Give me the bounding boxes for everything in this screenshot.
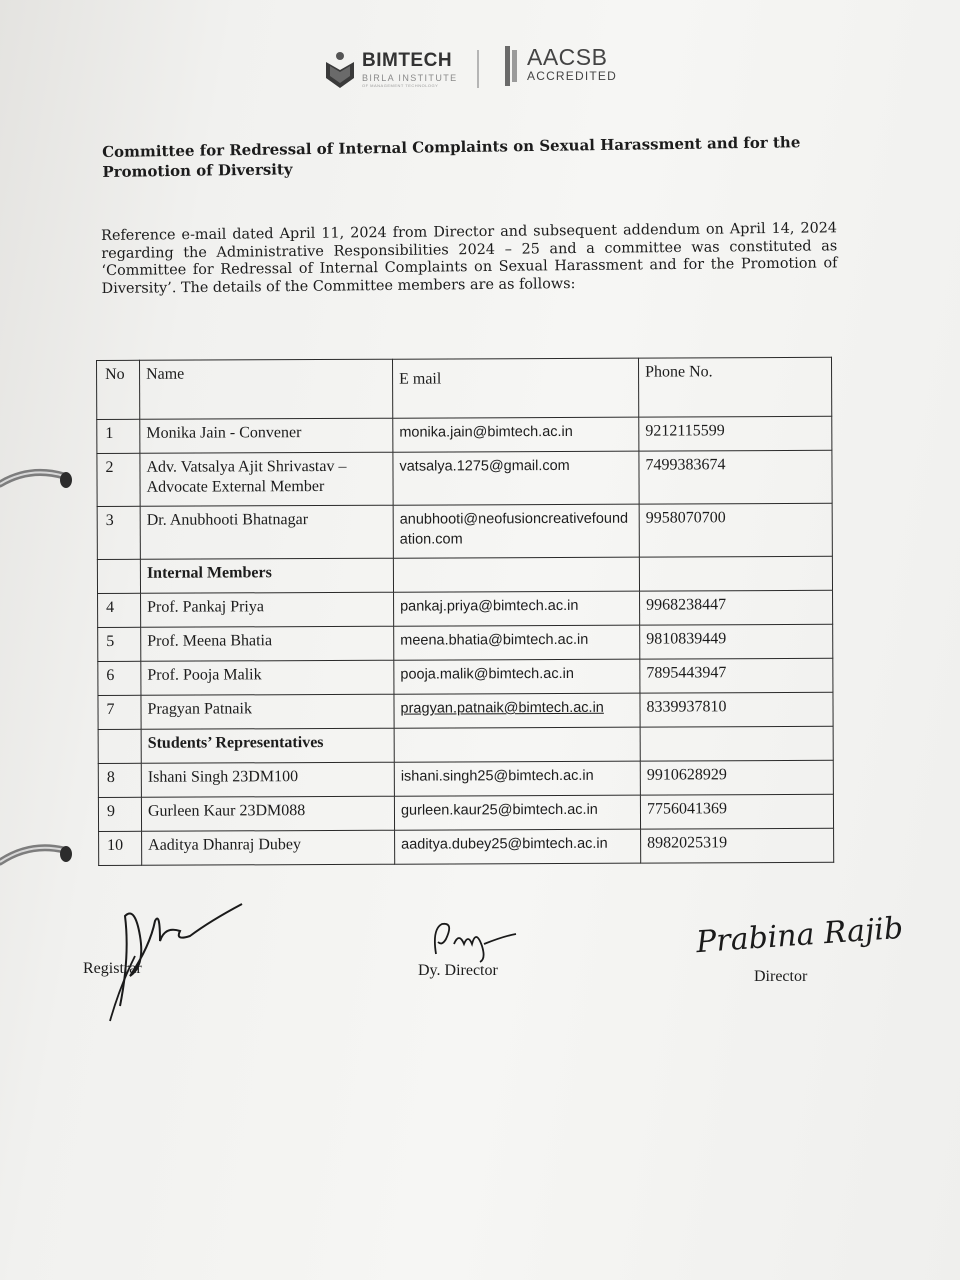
row-no: 10 — [99, 831, 142, 865]
row-name: Ishani Singh 23DM100 — [141, 762, 394, 797]
document-title: Committee for Redressal of Internal Complaints on Sexual Harassment and for the Promotion of Diversity — [102, 133, 801, 181]
row-email: pooja.malik@bimtech.ac.in — [394, 659, 640, 694]
row-no: 2 — [97, 453, 140, 506]
row-phone: 7895443947 — [640, 658, 833, 693]
row-email: meena.bhatia@bimtech.ac.in — [394, 625, 640, 660]
table-row — [98, 590, 833, 627]
row-no: 8 — [98, 763, 141, 797]
row-name: Monika Jain - Convener — [140, 418, 393, 453]
table-row — [98, 760, 833, 797]
row-name: Prof. Meena Bhatia — [141, 626, 394, 661]
row-phone: 8339937810 — [640, 692, 833, 727]
row-phone: 7756041369 — [640, 794, 833, 829]
header-name: Name — [140, 359, 393, 419]
section-row-internal — [97, 556, 832, 593]
row-phone: 7499383674 — [639, 450, 832, 504]
header-no: No — [97, 360, 140, 419]
header-email: E mail — [392, 358, 638, 418]
row-name: Gurleen Kaur 23DM088 — [141, 796, 394, 831]
intro-paragraph: Reference e-mail dated April 11, 2024 from Director and subsequent addendum on April 14, 2024 regarding the Administrative Responsibilities 2024 – 25 and a committee was constituted as ‘Committee for Redressal of Internal Complaints on Sexual Harassment and for the Promotion of Diversity’. The details of the Committee members are as follows: — [101, 220, 838, 297]
registrar-label: Registrar — [83, 960, 142, 977]
row-name: Prof. Pankaj Priya — [141, 592, 394, 627]
row-phone: 9968238447 — [640, 590, 833, 625]
row-no: 9 — [98, 797, 141, 831]
row-email: ishani.singh25@bimtech.ac.in — [394, 761, 640, 796]
table-row — [98, 658, 833, 695]
binder-ring-top-icon — [0, 462, 80, 498]
table-row — [97, 416, 832, 453]
header-phone: Phone No. — [638, 357, 831, 417]
bimtech-subtitle-2: OF MANAGEMENT TECHNOLOGY — [362, 83, 439, 88]
row-email: monika.jain@bimtech.ac.in — [393, 417, 639, 452]
bimtech-subtitle: BIRLA INSTITUTE — [362, 73, 458, 83]
row-name: Dr. Anubhooti Bhatnagar — [140, 505, 393, 559]
row-name: Pragyan Patnaik — [141, 694, 394, 729]
row-phone: 9810839449 — [640, 624, 833, 659]
table-row — [97, 450, 832, 506]
director-label: Director — [754, 968, 808, 985]
letterhead — [322, 44, 632, 94]
row-no: 1 — [97, 419, 140, 453]
row-email: pankaj.priya@bimtech.ac.in — [394, 591, 640, 626]
section-students-label: Students’ Representatives — [141, 728, 394, 763]
row-no: 5 — [98, 627, 141, 661]
row-phone: 8982025319 — [641, 828, 834, 863]
row-email: anubhooti@neofusioncreativefoundation.com — [393, 504, 639, 558]
row-no: 7 — [98, 695, 141, 729]
table-row — [99, 828, 834, 865]
binder-ring-bottom-icon — [0, 836, 80, 872]
dy-director-signature-icon — [424, 914, 524, 964]
logo-divider — [477, 50, 479, 88]
table-header-row — [97, 357, 832, 419]
row-email: pragyan.patnaik@bimtech.ac.in — [394, 693, 640, 728]
row-email: aaditya.dubey25@bimtech.ac.in — [395, 829, 641, 864]
table-row — [97, 503, 832, 559]
row-phone: 9910628929 — [640, 760, 833, 795]
row-name: Adv. Vatsalya Ajit Shrivastav – Advocate External Member — [140, 452, 393, 506]
row-email: gurleen.kaur25@bimtech.ac.in — [394, 795, 640, 830]
row-no: 4 — [98, 593, 141, 627]
table-row — [98, 692, 833, 729]
members-table-wrap — [96, 357, 834, 866]
row-no: 3 — [97, 506, 140, 559]
aacsb-logo-icon — [504, 46, 518, 86]
row-no: 6 — [98, 661, 141, 695]
bimtech-logo-icon — [322, 48, 358, 90]
dy-director-label: Dy. Director — [418, 962, 498, 979]
aacsb-name: AACSB — [527, 44, 608, 70]
row-name: Prof. Pooja Malik — [141, 660, 394, 695]
table-row — [98, 794, 833, 831]
table-row — [98, 624, 833, 661]
bimtech-name: BIMTECH — [362, 50, 453, 71]
section-internal-label: Internal Members — [140, 558, 393, 593]
section-row-students — [98, 726, 833, 763]
aacsb-subtitle: ACCREDITED — [527, 69, 618, 83]
director-signature: Prabina Rajib — [695, 910, 905, 961]
members-table — [96, 357, 834, 866]
row-phone: 9212115599 — [639, 416, 832, 451]
row-phone: 9958070700 — [639, 503, 832, 557]
row-email: vatsalya.1275@gmail.com — [393, 451, 639, 505]
row-name: Aaditya Dhanraj Dubey — [142, 830, 395, 865]
